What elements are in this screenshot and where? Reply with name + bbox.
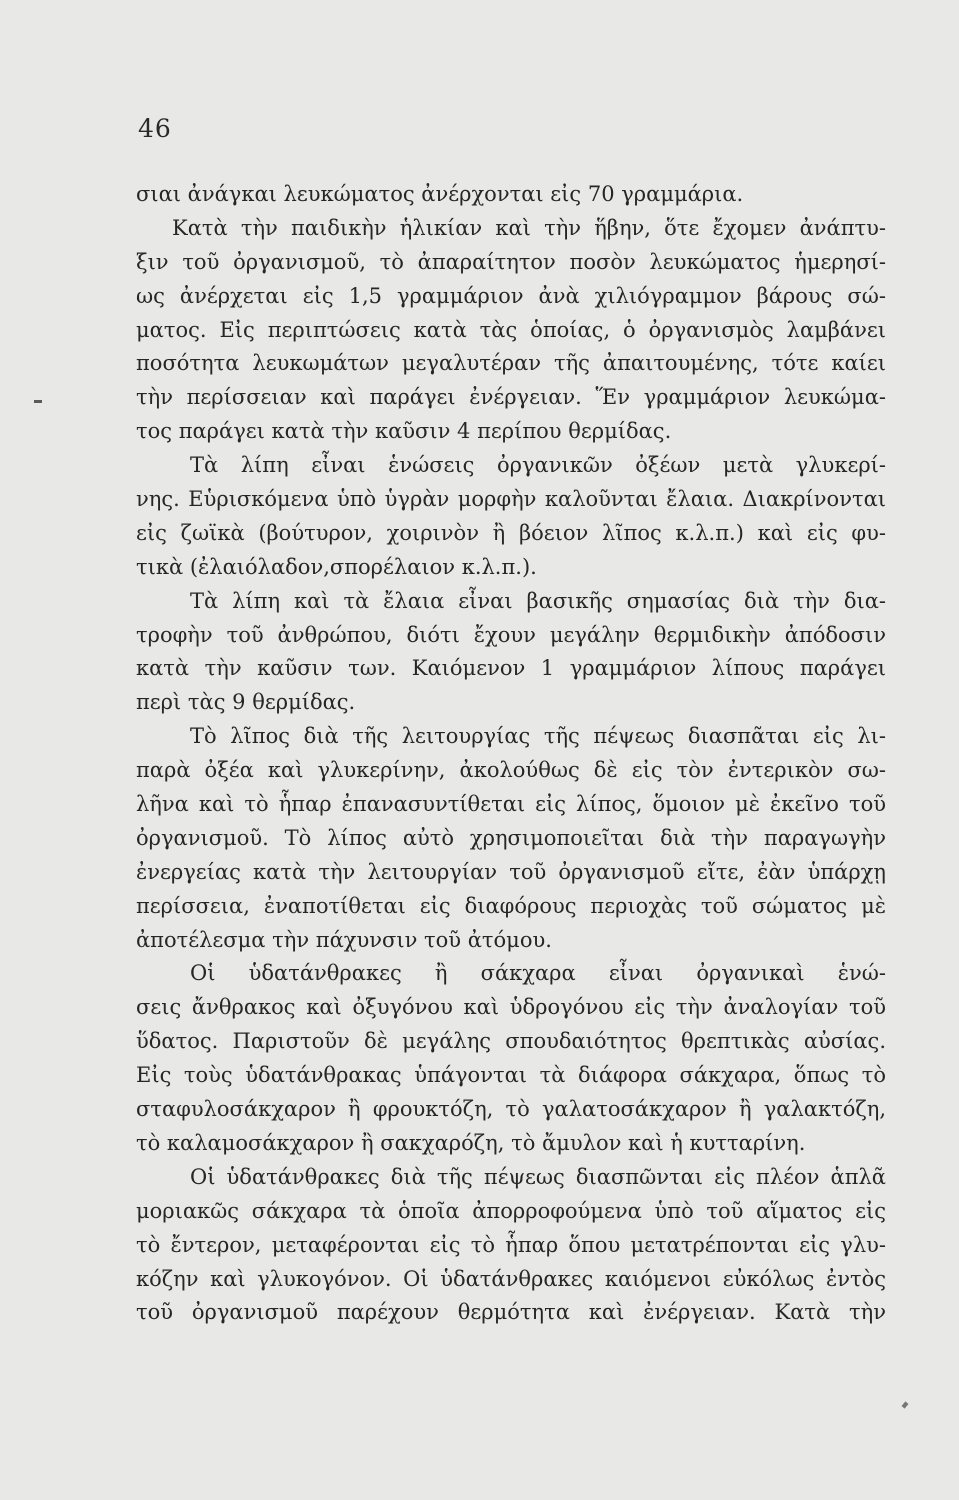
text-line: Τὰ λίπη καὶ τὰ ἔλαια εἶναι βασικῆς σημασίας διὰ τὴν δια-	[190, 588, 886, 613]
text-line: τος παράγει κατὰ τὴν καῦσιν 4 περίπου θερμίδας.	[136, 419, 672, 444]
text-line: ὕδατος. Παριστοῦν δὲ μεγάλης σπουδαιότητος θρεπτικὰς αὐσίας.	[136, 1029, 886, 1054]
text-line: περίσσεια, ἐναποτίθεται εἰς διαφόρους περιοχὰς τοῦ σώματος μὲ	[136, 893, 886, 918]
page-number: 46	[138, 114, 172, 143]
text-line: ποσότητα λευκωμάτων μεγαλυτέραν τῆς ἀπαιτουμένης, τότε καίει	[136, 351, 886, 376]
text-line: Τὰ λίπη εἶναι ἑνώσεις ὀργανικῶν ὀξέων μετὰ γλυκερί-	[190, 453, 886, 478]
text-line: ἐνεργείας κατὰ τὴν λειτουργίαν τοῦ ὀργανισμοῦ εἴτε, ἐὰν ὑπάρχῃ	[136, 859, 886, 884]
text-line: τικὰ (ἐλαιόλαδον,σπορέλαιον κ.λ.π.).	[136, 554, 537, 579]
text-line: Οἱ ὑδατάνθρακες ἢ σάκχαρα εἶναι ὀργανικαὶ ἑνώ-	[190, 961, 886, 986]
text-line: Εἰς τοὺς ὑδατάνθρακας ὑπάγονται τὰ διάφορα σάκχαρα, ὅπως τὸ	[136, 1063, 886, 1088]
text-line: Κατὰ τὴν παιδικὴν ἡλικίαν καὶ τὴν ἥβην, ὅτε ἔχομεν ἀνάπτυ-	[172, 215, 886, 240]
text-line: Οἱ ὑδατάνθρακες διὰ τῆς πέψεως διασπῶνται εἰς πλέον ἁπλᾶ	[190, 1164, 886, 1189]
text-line: ξιν τοῦ ὀργανισμοῦ, τὸ ἀπαραίτητον ποσὸν λευκώματος ἡμερησί-	[136, 249, 886, 274]
text-line: τὸ καλαμοσάκχαρον ἢ σακχαρόζη, τὸ ἄμυλον καὶ ἡ κυτταρίνη.	[136, 1130, 806, 1155]
text-line: Τὸ λῖπος διὰ τῆς λειτουργίας τῆς πέψεως διασπᾶται εἰς λι-	[190, 724, 886, 749]
text-line: σεις ἄνθρακος καὶ ὀξυγόνου καὶ ὑδρογόνου εἰς τὴν ἀναλογίαν τοῦ	[136, 995, 886, 1020]
margin-mark	[34, 400, 42, 403]
text-line: σταφυλοσάκχαρον ἢ φρουκτόζη, τὸ γαλατοσάκχαρον ἢ γαλακτόζη,	[136, 1097, 886, 1122]
text-line: τὸ ἔντερον, μεταφέρονται εἰς τὸ ἧπαρ ὅπου μετατρέπονται εἰς γλυ-	[136, 1232, 886, 1257]
text-line: τροφὴν τοῦ ἀνθρώπου, διότι ἔχουν μεγάλην θερμιδικὴν ἀπόδοσιν	[136, 622, 886, 647]
text-line: λῆνα καὶ τὸ ἧπαρ ἐπανασυντίθεται εἰς λίπος, ὅμοιον μὲ ἐκεῖνο τοῦ	[136, 792, 886, 817]
text-line: εἰς ζωϊκὰ (βούτυρον, χοιρινὸν ἢ βόειον λῖπος κ.λ.π.) καὶ εἰς φυ-	[136, 520, 886, 545]
text-line: κατὰ τὴν καῦσιν των. Καιόμενον 1 γραμμάριον λίπους παράγει	[136, 656, 886, 681]
body-text	[136, 178, 886, 1330]
text-line: ὀργανισμοῦ. Τὸ λίπος αὐτὸ χρησιμοποιεῖται διὰ τὴν παραγωγὴν	[136, 825, 886, 850]
text-line: ματος. Εἰς περιπτώσεις κατὰ τὰς ὁποίας, ὁ ὀργανισμὸς λαμβάνει	[136, 317, 886, 342]
text-line: περὶ τὰς 9 θερμίδας.	[136, 690, 356, 715]
text-line: νης. Εὑρισκόμενα ὑπὸ ὑγρὰν μορφὴν καλοῦνται ἔλαια. Διακρίνονται	[136, 487, 886, 512]
text-line: ἀποτέλεσμα τὴν πάχυνσιν τοῦ ἀτόμου.	[136, 927, 552, 952]
text-line: τὴν περίσσειαν καὶ παράγει ἐνέργειαν. Ἕν γραμμάριον λευκώμα-	[136, 385, 886, 410]
margin-mark	[902, 1401, 909, 1408]
text-line: κόζην καὶ γλυκογόνον. Οἱ ὑδατάνθρακες καιόμενοι εὐκόλως ἐντὸς	[136, 1266, 886, 1291]
text-line: τοῦ ὀργανισμοῦ παρέχουν θερμότητα καὶ ἐνέργειαν. Κατὰ τὴν	[136, 1300, 886, 1325]
text-line: μοριακῶς σάκχαρα τὰ ὁποῖα ἀπορροφούμενα ὑπὸ τοῦ αἵματος εἰς	[136, 1198, 886, 1223]
text-line: παρὰ ὀξέα καὶ γλυκερίνην, ἀκολούθως δὲ εἰς τὸν ἐντερικὸν σω-	[136, 758, 886, 783]
text-line: σιαι ἀνάγκαι λευκώματος ἀνέρχονται εἰς 70 γραμμάρια.	[136, 182, 744, 206]
text-line: ως ἀνέρχεται εἰς 1,5 γραμμάριον ἀνὰ χιλιόγραμμον βάρους σώ-	[136, 283, 886, 308]
